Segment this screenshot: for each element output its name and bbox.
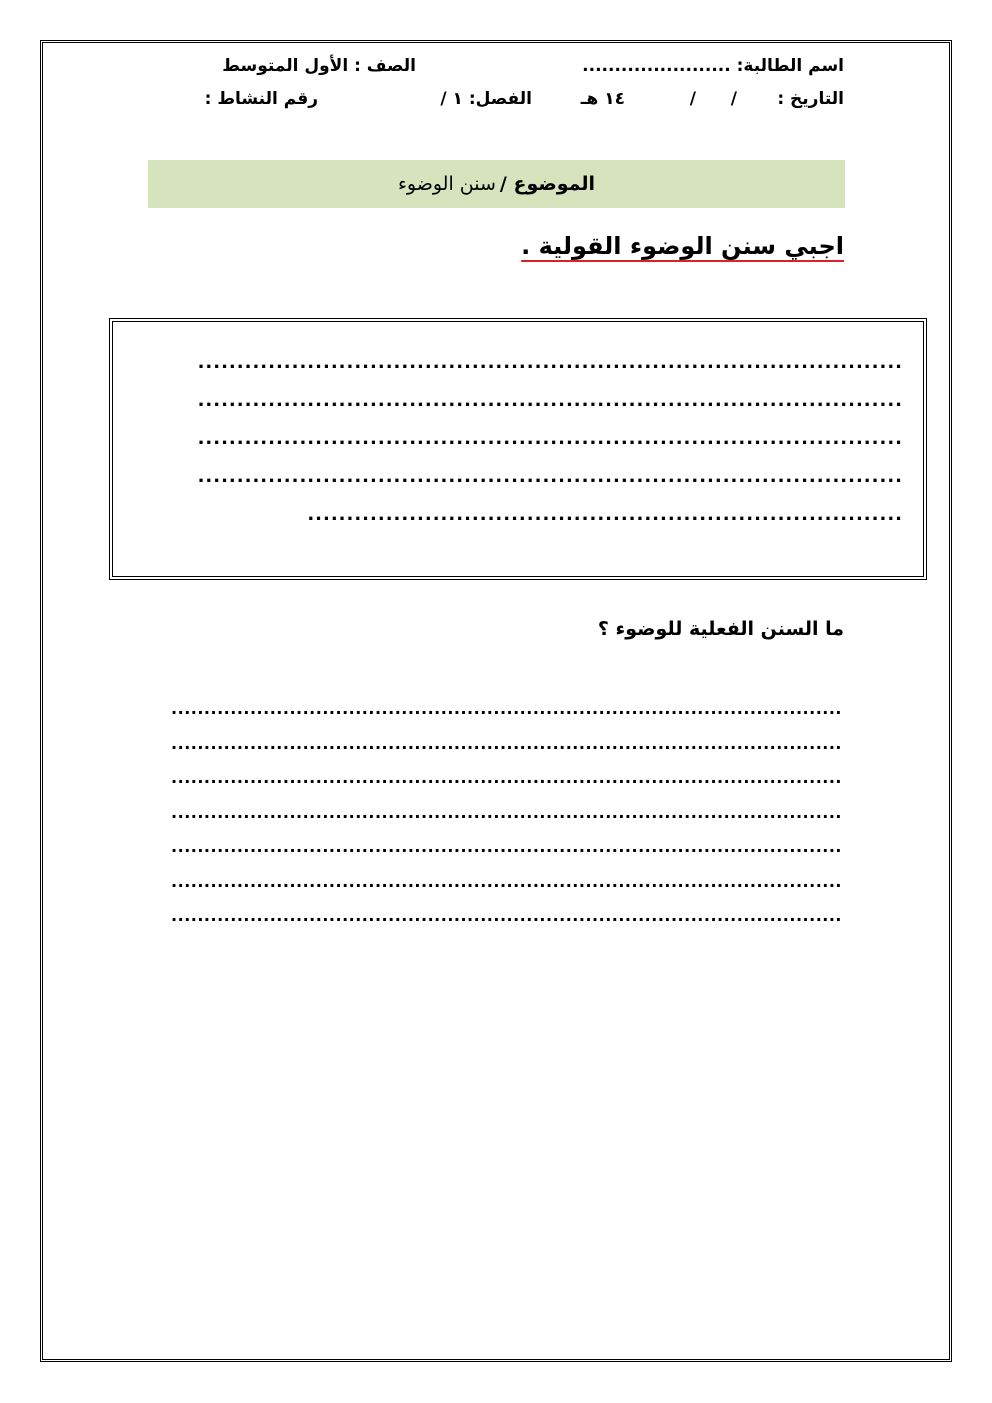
activity-number-label: رقم النشاط : [204, 89, 318, 109]
answer-line[interactable]: ............................................................................ [307, 504, 903, 525]
answer-line[interactable]: .......................................................................................... [197, 466, 903, 487]
semester-label: الفصل: ١ / [440, 89, 532, 109]
answer-line[interactable]: .......................................................................................... [197, 390, 903, 411]
answer-line[interactable]: ...................................................................................................... [171, 768, 842, 787]
answer-line[interactable]: ...................................................................................................... [171, 699, 842, 718]
question-1: اجبي سنن الوضوء القولية . [521, 232, 844, 260]
answer-lines-2 [150, 692, 842, 934]
topic-bar [148, 160, 845, 208]
answer-line[interactable]: ...................................................................................................... [171, 733, 842, 753]
topic-value: سنن الوضوء [397, 173, 496, 195]
answer-line[interactable]: ...................................................................................................... [171, 837, 842, 856]
topic-label: الموضوع / [499, 173, 596, 195]
date-slash: / [689, 89, 696, 109]
hijri-year: ١٤ هـ [580, 89, 625, 109]
date-slash: / [730, 89, 737, 109]
question-2: ما السنن الفعلية للوضوء ؟ [597, 618, 844, 640]
answer-line[interactable]: .......................................................................................... [197, 428, 903, 449]
answer-line[interactable]: ...................................................................................................... [171, 802, 842, 822]
date-label: التاريخ : [777, 89, 844, 109]
class-label: الصف : الأول المتوسط [222, 56, 416, 76]
student-name-field[interactable]: اسم الطالبة: ....................... [582, 56, 844, 76]
answer-line[interactable]: ...................................................................................................... [171, 871, 842, 891]
answer-box[interactable] [109, 318, 927, 580]
answer-line[interactable]: .......................................................................................... [197, 352, 903, 373]
answer-line[interactable]: ...................................................................................................... [171, 906, 842, 925]
